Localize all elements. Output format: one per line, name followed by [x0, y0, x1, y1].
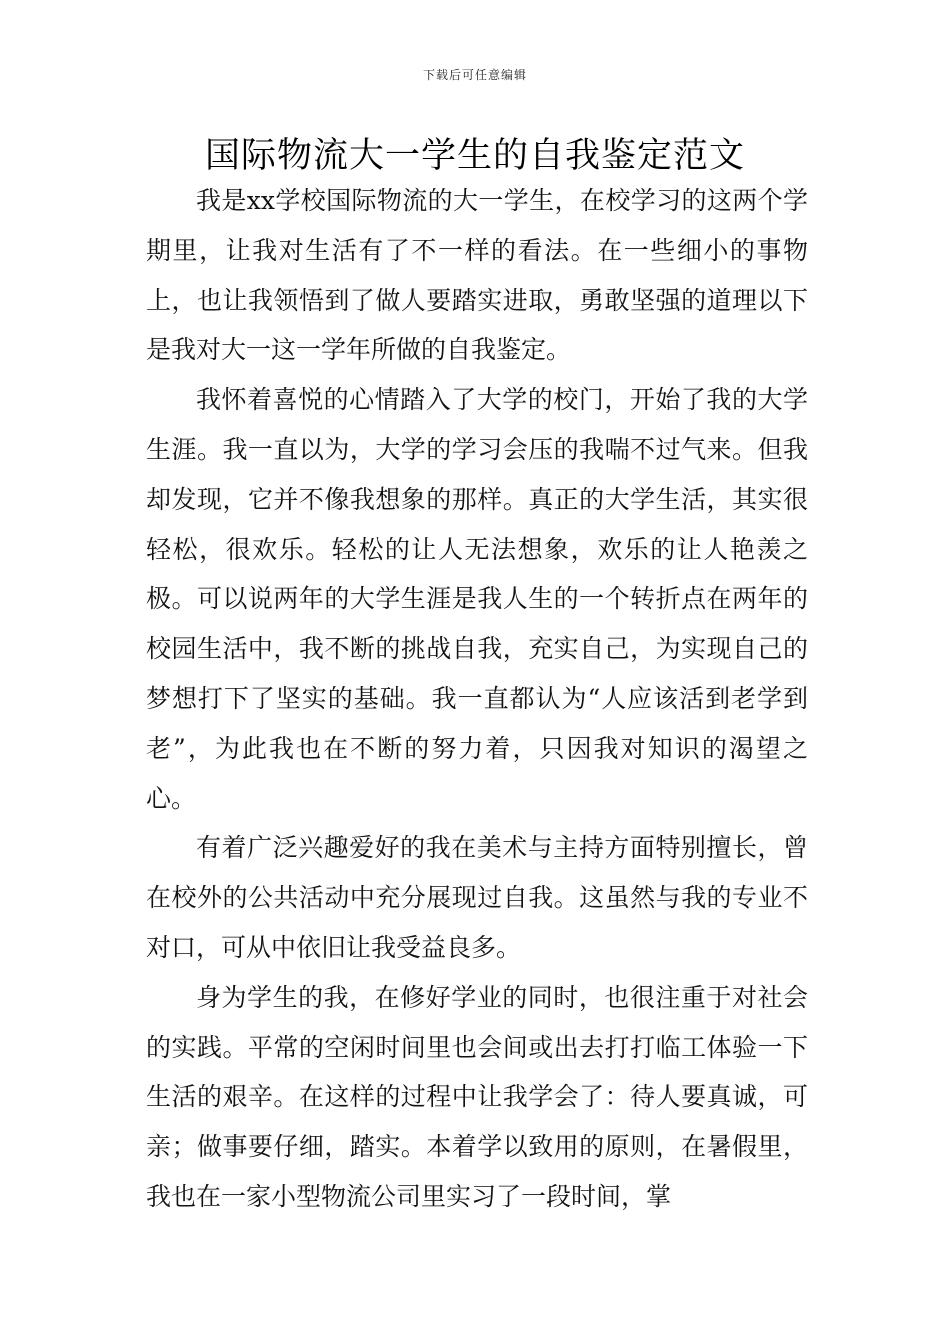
paragraph-2: 我怀着喜悦的心情踏入了大学的校门，开始了我的大学生涯。我一直以为，大学的学习会压的我喘不过气来。但我却发现，它并不像我想象的那样。真正的大学生活，其实很轻松，很欢乐。轻松的让人无法想象，欢乐的让人艳羡之极。可以说两年的大学生涯是我人生的一个转折点在两年的校园生活中，我不断的挑战自我，充实自己，为实现自己的梦想打下了坚实的基础。我一直都认为“人应该活到老学到老”，为此我也在不断的努力着，只因我对知识的渴望之心。 [146, 385, 808, 813]
document-title: 国际物流大一学生的自我鉴定范文 [204, 136, 745, 176]
paragraph-3: 有着广泛兴趣爱好的我在美术与主持方面特别擅长，曾在校外的公共活动中充分展现过自我。这虽然与我的专业不对口，可从中依旧让我受益良多。 [146, 833, 808, 962]
paragraph-1: 我是xx学校国际物流的大一学生，在校学习的这两个学期里，让我对生活有了不一样的看法。在一些细小的事物上，也让我领悟到了做人要踏实进取，勇敢坚强的道理以下是我对大一这一学年所做的自我鉴定。 [146, 186, 808, 365]
document-body [146, 176, 808, 1222]
page-header: 下载后可任意编辑 [422, 68, 527, 82]
paragraph-4: 身为学生的我，在修好学业的同时，也很注重于对社会的实践。平常的空闲时间里也会间或出去打打临工体验一下生活的艰辛。在这样的过程中让我学会了：待人要真诚，可亲；做事要仔细，踏实。本着学以致用的原则，在暑假里，我也在一家小型物流公司里实习了一段时间，掌 [146, 982, 808, 1211]
